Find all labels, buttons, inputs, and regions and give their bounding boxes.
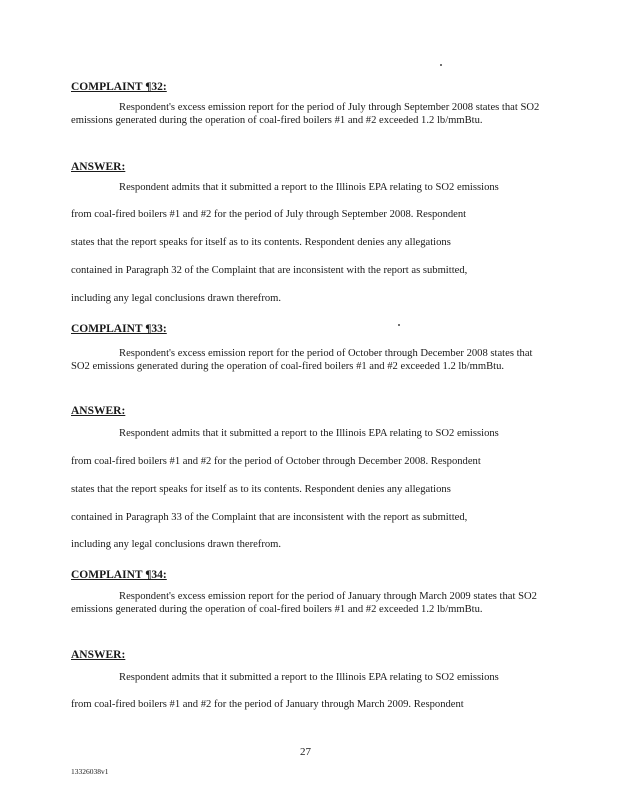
complaint-paragraph: Respondent's excess emission report for the period of October through December 2008 states that SO2 emissions generated during the operation of coal-fired boilers #1 and #2 exceeded 1.2 lb/mmBtu.: [71, 348, 533, 372]
document-id: 13326038v1: [71, 767, 109, 776]
answer-heading-33: [71, 401, 551, 419]
answer-line: including any legal conclusions drawn therefrom.: [71, 293, 282, 304]
answer-line: including any legal conclusions drawn therefrom.: [71, 539, 282, 550]
page-number: 27: [300, 746, 311, 758]
complaint-heading: COMPLAINT ¶33:: [71, 323, 167, 335]
answer-line: Respondent admits that it submitted a report to the Illinois EPA relating to SO2 emissions: [119, 428, 499, 439]
complaint-text-32: [71, 101, 551, 127]
answer-line: states that the report speaks for itself as to its contents. Respondent denies any allegations: [71, 237, 451, 248]
complaint-heading-34: [71, 565, 551, 583]
answer-line: Respondent admits that it submitted a report to the Illinois EPA relating to SO2 emissions: [119, 182, 499, 193]
complaint-paragraph: Respondent's excess emission report for the period of July through September 2008 states that SO2 emissions generated during the operation of coal-fired boilers #1 and #2 exceeded 1.2 lb/mmBtu.: [71, 102, 540, 126]
answer-heading-32: [71, 157, 551, 175]
complaint-heading: COMPLAINT ¶34:: [71, 569, 167, 581]
answer-line: from coal-fired boilers #1 and #2 for the period of January through March 2009. Respondent: [71, 699, 464, 710]
answer-line: contained in Paragraph 32 of the Complaint that are inconsistent with the report as submitted,: [71, 265, 468, 276]
answer-line: contained in Paragraph 33 of the Complaint that are inconsistent with the report as submitted,: [71, 512, 468, 523]
complaint-heading-32: [71, 77, 551, 95]
complaint-paragraph: Respondent's excess emission report for the period of January through March 2009 states that SO2 emissions generated during the operation of coal-fired boilers #1 and #2 exceeded 1.2 lb/mmBtu.: [71, 591, 537, 615]
answer-heading: ANSWER:: [71, 161, 126, 173]
answer-line: from coal-fired boilers #1 and #2 for the period of July through September 2008. Respondent: [71, 209, 467, 220]
complaint-text-34: [71, 590, 551, 616]
answer-heading: ANSWER:: [71, 405, 126, 417]
complaint-text-33: [71, 347, 551, 373]
answer-line: from coal-fired boilers #1 and #2 for the period of October through December 2008. Respondent: [71, 456, 481, 467]
complaint-heading: COMPLAINT ¶32:: [71, 81, 167, 93]
scan-speck: [440, 64, 442, 66]
answer-heading: ANSWER:: [71, 649, 126, 661]
answer-line: states that the report speaks for itself as to its contents. Respondent denies any allegations: [71, 484, 451, 495]
answer-heading-34: [71, 645, 551, 663]
complaint-heading-33: [71, 319, 551, 337]
answer-line: Respondent admits that it submitted a report to the Illinois EPA relating to SO2 emissions: [119, 672, 499, 683]
